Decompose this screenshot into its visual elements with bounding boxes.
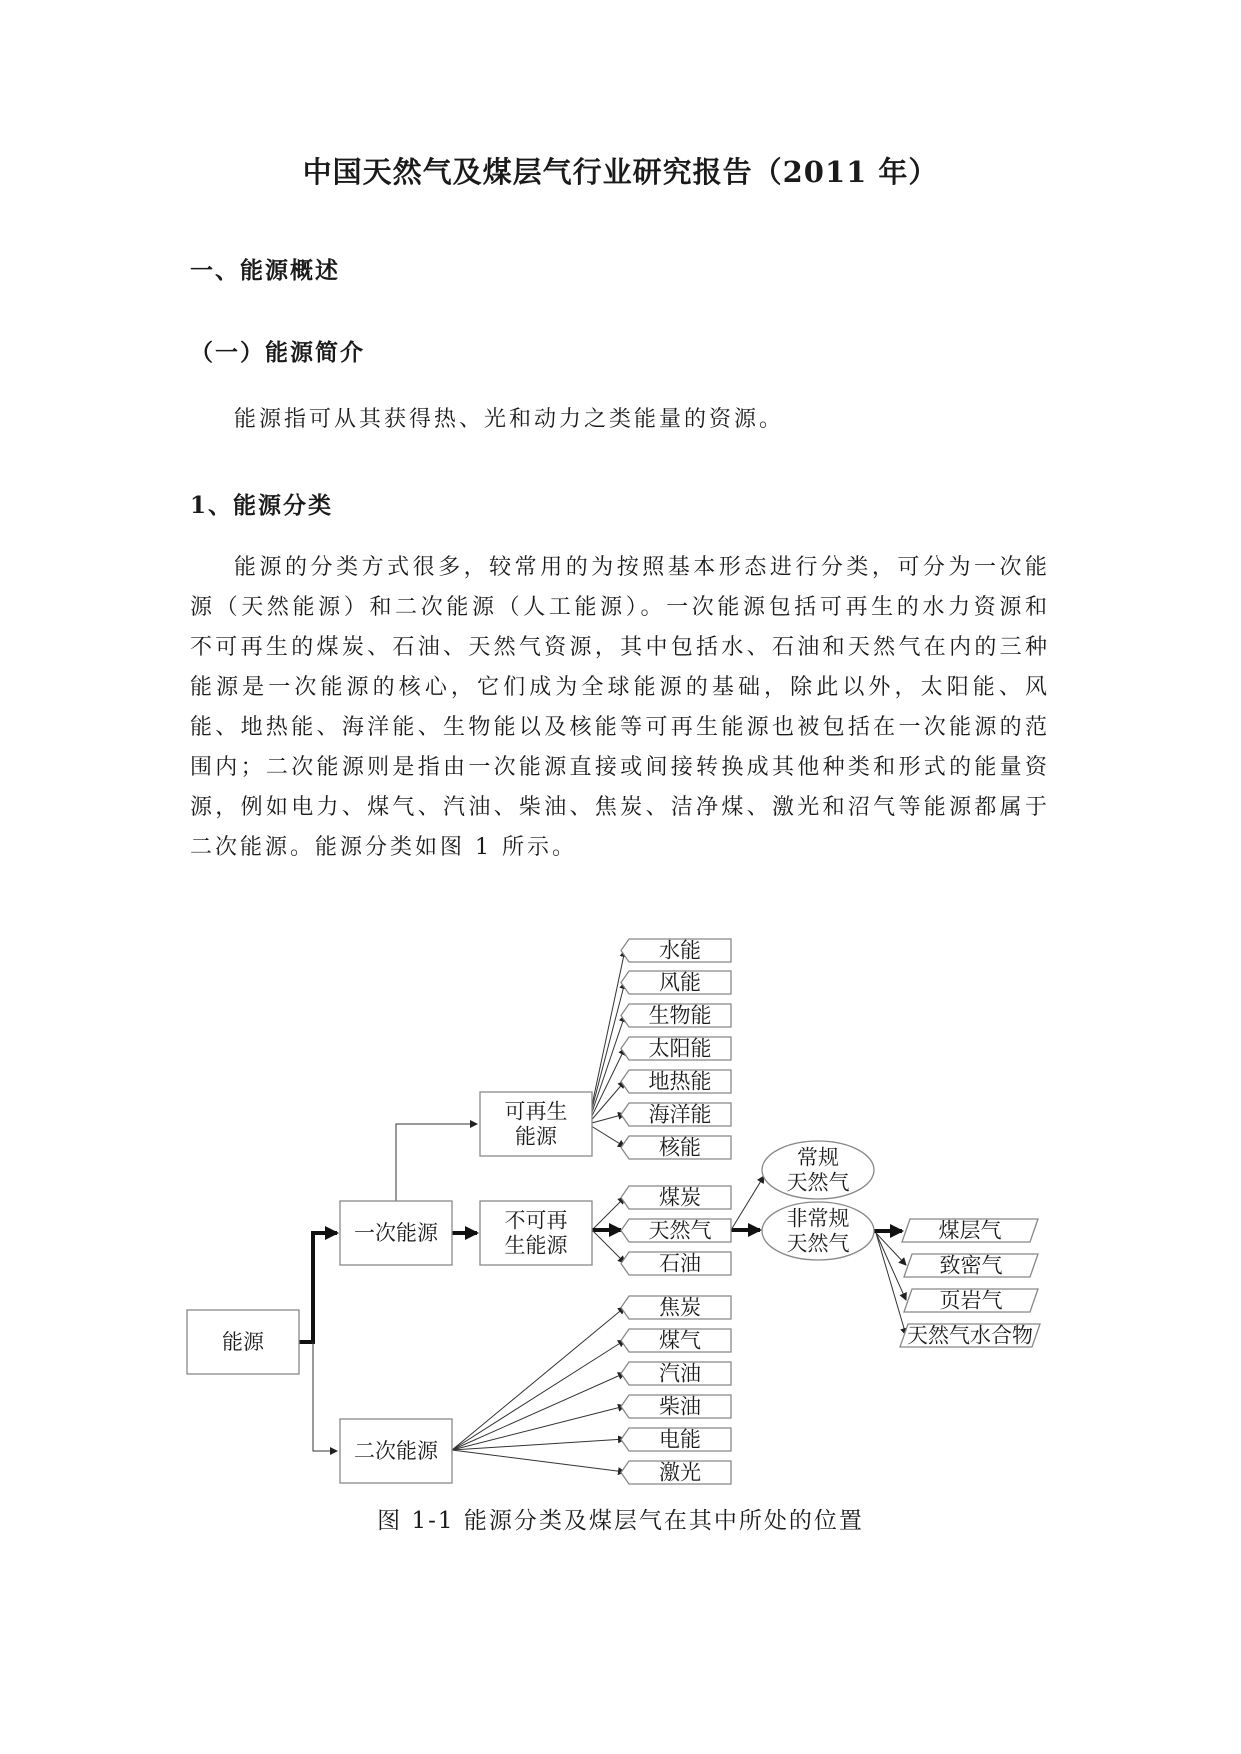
secondary-item-6-label: 激光 <box>659 1460 701 1485</box>
nonrenewable-item-2-label: 天然气 <box>648 1218 712 1243</box>
intro-paragraph: 能源指可从其获得热、光和动力之类能量的资源。 <box>234 407 785 432</box>
unconventional-item-3-label: 页岩气 <box>939 1288 1003 1313</box>
connector-secondary-item-3 <box>452 1373 625 1450</box>
renewable-item-6-label: 海洋能 <box>648 1102 712 1127</box>
unconventional-item-4-label: 天然气水合物 <box>907 1323 1033 1348</box>
secondary-item-4-label: 柴油 <box>659 1394 701 1419</box>
connector-primary-renewable <box>396 1124 477 1201</box>
node-primary-label: 一次能源 <box>354 1221 438 1245</box>
unconventional-item-1-label: 煤层气 <box>938 1218 1002 1243</box>
connector-secondary-item-6 <box>452 1450 625 1472</box>
node-renewable-label-line-2: 能源 <box>515 1124 557 1149</box>
document-title: 中国天然气及煤层气行业研究报告（2011 年） <box>302 155 939 189</box>
connector-secondary-item-5 <box>452 1439 625 1450</box>
connector-secondary-item-1 <box>452 1307 625 1450</box>
diagram-nodes <box>187 939 1040 1485</box>
connector-root-primary <box>299 1233 337 1342</box>
figure-caption: 图 1-1 能源分类及煤层气在其中所处的位置 <box>377 1508 864 1534</box>
nonrenewable-item-1-label: 煤炭 <box>659 1185 701 1210</box>
subsection-heading: （一）能源简介 <box>190 339 365 366</box>
connector-nonrenewable-item-1 <box>592 1197 625 1230</box>
renewable-item-7-label: 核能 <box>659 1135 701 1160</box>
node-nonrenewable-label-line-1: 不可再 <box>504 1208 568 1233</box>
secondary-item-1-label: 焦炭 <box>659 1295 701 1320</box>
subsubsection-heading: 1、能源分类 <box>190 492 334 519</box>
node-secondary-label: 二次能源 <box>354 1439 438 1463</box>
connector-renewable-item-4 <box>588 1048 625 1124</box>
connector-gas-conventional <box>731 1176 764 1230</box>
classification-paragraph: 能源的分类方式很多，较常用的为按照基本形态进行分类，可分为一次能源（天然能源）和二次能源（人工能源）。一次能源包括可再生的水力资源和不可再生的煤炭、石油、天然气资源，其中包括水、石油和天然气在内的三种能源是一次能源的核心，它们成为全球能源的基础，除此以外，太阳能、风能、地热能、海洋能、生物能以及核能等可再生能源也被包括在一次能源的范围内；二次能源则是指由一次能源直接或间接转换成其他种类和形式的能量资源，例如电力、煤气、汽油、柴油、焦炭、洁净煤、激光和沼气等能源都属于二次能源。能源分类如图 1 所示。 <box>190 555 1050 860</box>
node-unconventional-gas-label-line-2: 天然气 <box>786 1231 850 1256</box>
renewable-item-4-label: 太阳能 <box>648 1036 712 1061</box>
connector-renewable-item-6 <box>588 1114 625 1124</box>
renewable-item-1-label: 水能 <box>659 938 701 963</box>
secondary-item-3-label: 汽油 <box>659 1361 701 1386</box>
renewable-item-3-label: 生物能 <box>648 1003 712 1028</box>
connector-renewable-item-1 <box>588 950 625 1124</box>
node-nonrenewable-label-line-2: 生能源 <box>504 1233 568 1258</box>
renewable-item-2-label: 风能 <box>659 970 701 995</box>
connector-renewable-item-7 <box>588 1124 625 1147</box>
nonrenewable-item-3-label: 石油 <box>659 1251 701 1276</box>
node-unconventional-gas-label-line-1: 非常规 <box>786 1206 850 1231</box>
connector-secondary-item-2 <box>452 1340 625 1450</box>
node-renewable-label-line-1: 可再生 <box>504 1099 568 1124</box>
renewable-item-5-label: 地热能 <box>648 1069 712 1094</box>
section-heading: 一、能源概述 <box>190 257 340 284</box>
connector-root-secondary <box>313 1342 337 1451</box>
connector-nonrenewable-item-3 <box>592 1230 625 1263</box>
unconventional-item-2-label: 致密气 <box>939 1253 1003 1278</box>
node-root-label: 能源 <box>222 1330 264 1354</box>
node-conventional-gas-label-line-1: 常规 <box>797 1145 839 1170</box>
secondary-item-5-label: 电能 <box>659 1427 701 1452</box>
secondary-item-2-label: 煤气 <box>659 1328 701 1353</box>
connector-renewable-item-3 <box>588 1015 625 1124</box>
connector-unconventional-item-3 <box>876 1233 906 1300</box>
node-conventional-gas-label-line-2: 天然气 <box>786 1170 850 1195</box>
